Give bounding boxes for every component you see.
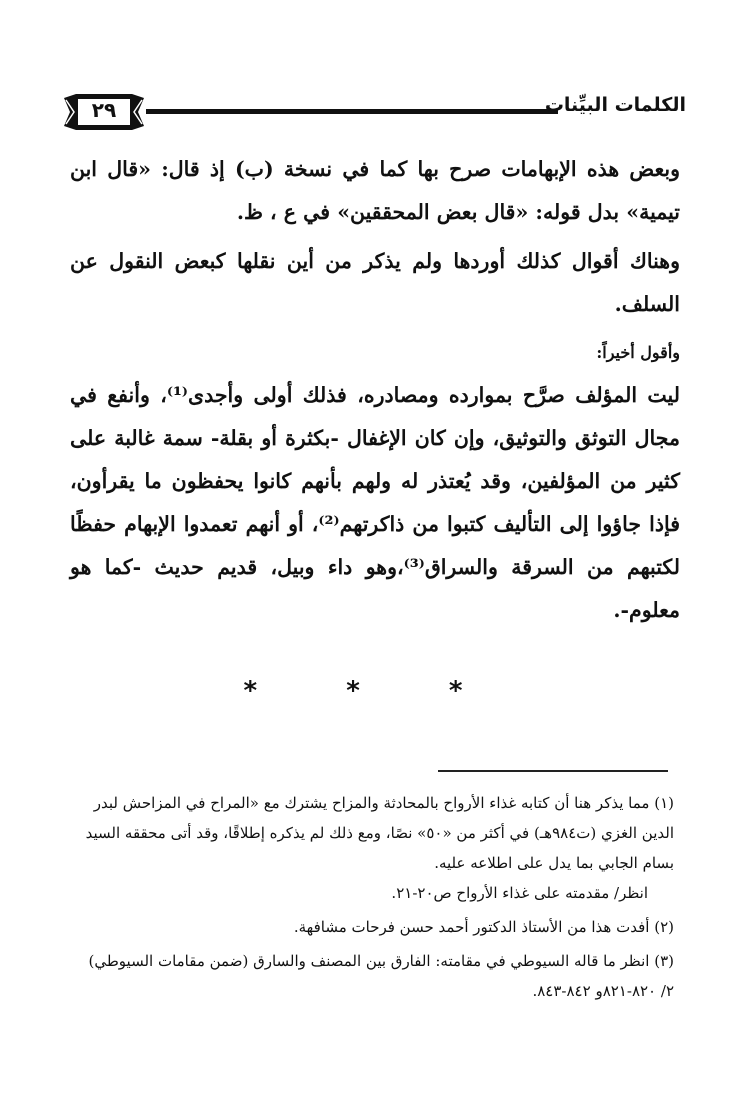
footnote-marker: (٢) (654, 918, 674, 936)
footnote-marker: (١) (654, 794, 674, 812)
footnote-text: انظر/ مقدمته على غذاء الأرواح ص٢٠-٢١. (391, 884, 648, 902)
footnote-3 (74, 946, 674, 1006)
footnote-text: مما يذكر هنا أن كتابه غذاء الأرواح بالمحادثة والمزاح يشترك مع «المراح في المزاحش لبدر الدين الغزي (ت٩٨٤هـ) في أكثر من «٥٠» نصًا، ومع ذلك لم يذكره إطلاقًا، وقد أتى محققه السيد بسام الجابي بما يدل على اطلاعه عليه. (85, 794, 674, 872)
page-number: ٢٩ (91, 98, 117, 122)
footnote-2 (74, 912, 674, 942)
footnote-text: أفدت هذا من الأستاذ الدكتور أحمد حسن فرحات مشافهة. (293, 918, 650, 936)
footnote-1 (74, 788, 674, 908)
footnotes (74, 788, 674, 1010)
paragraph-3: ليت المؤلف صرَّح بموارده ومصادره، فذلك أولى وأجدى⁽¹⁾، وأنفع في مجال التوثق والتوثيق، وإن كان الإغفال -بكثرة أو بقلة- سمة غالبة على كثير من المؤلفين، وقد يُعتذر له ولهم بأنهم كانوا يحفظون ما يقرأون، فإذا جاؤوا إلى التأليف كتبوا من ذاكرتهم⁽²⁾، أو أنهم تعمدوا الإبهام حفظًا لكتبهم من السرقة والسراق⁽³⁾،وهو داء وبيل، قديم حديث -كما هو معلوم-. (70, 383, 681, 622)
footnote-text: انظر ما قاله السيوطي في مقامته: الفارق بين المصنف والسارق (ضمن مقامات السيوطي) ٢/ ٨٢٠-٨٢١و ٨٤٢-٨٤٣. (88, 952, 674, 1000)
paragraph-1: وبعض هذه الإبهامات صرح بها كما في نسخة (ب) إذ قال: «قال ابن تيمية» بدل قوله: «قال بعض المحققين» في ع ، ظ. (70, 157, 680, 224)
page-number-badge (62, 92, 146, 132)
header-rule (146, 109, 558, 114)
paragraph-2: وهناك أقوال كذلك أوردها ولم يذكر من أين نقلها كبعض النقول عن السلف. (70, 249, 680, 316)
section-separator: * * * (243, 676, 503, 706)
book-title: الكلمات البيِّنات (544, 94, 686, 116)
subheading: وأقول أخيراً: (596, 343, 680, 362)
running-header (62, 92, 686, 132)
footnote-rule (438, 770, 668, 772)
footnote-marker: (٣) (654, 952, 674, 970)
main-text (70, 148, 680, 632)
